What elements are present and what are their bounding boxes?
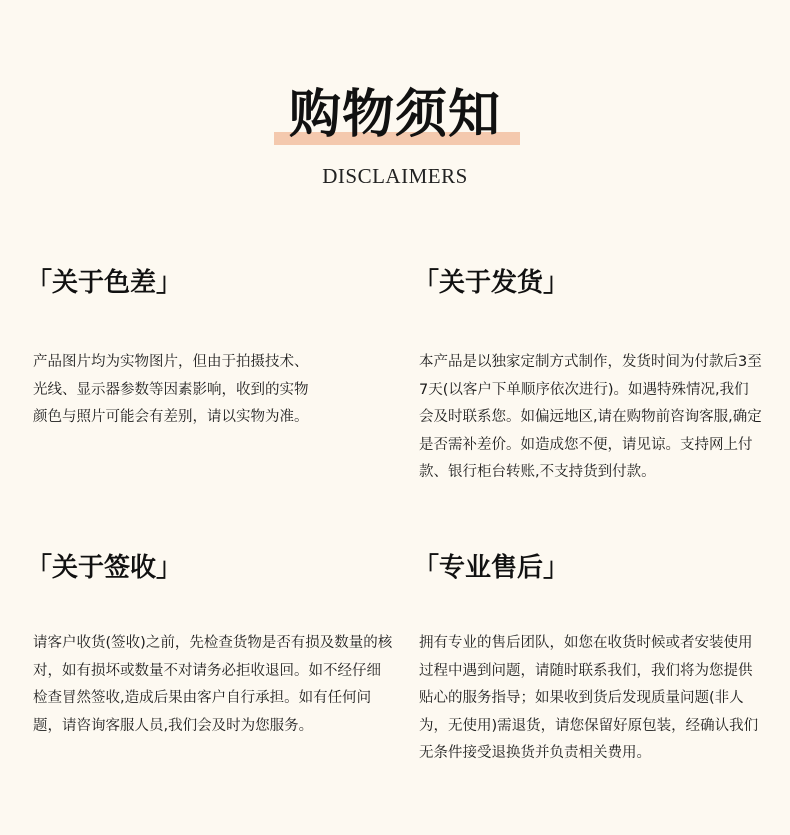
section-after-sales xyxy=(413,550,771,768)
section-body-color-difference: 产品图片均为实物图片，但由于拍摄技术、光线、显示器参数等因素影响，收到的实物颜色与照片可能会有差别，请以实物为准。 xyxy=(33,354,309,425)
page-header xyxy=(0,82,790,148)
section-color-difference xyxy=(26,265,316,432)
section-heading-color-difference: 「关于色差」 xyxy=(26,268,183,298)
section-body-shipping: 本产品是以独家定制方式制作，发货时间为付款后3至7天(以客户下单顺序依次进行)。如遇特殊情况,我们会及时联系您。如偏远地区,请在购物前咨询客服,确定是否需补差价。如造成您不便，请见谅。支持网上付款、银行柜台转账,不支持货到付款。 xyxy=(419,354,762,480)
section-shipping xyxy=(413,265,763,487)
section-receipt xyxy=(26,550,398,740)
section-heading-receipt: 「关于签收」 xyxy=(26,553,183,583)
page-title: 购物须知 xyxy=(288,84,501,145)
section-body-receipt: 请客户收货(签收)之前，先检查货物是否有损及数量的核对，如有损坏或数量不对请务必拒收退回。如不经仔细检查冒然签收,造成后果由客户自行承担。如有任何问题，请咨询客服人员,我们会及时为您服务。 xyxy=(33,635,393,734)
section-body-after-sales: 拥有专业的售后团队，如您在收货时候或者安装使用过程中遇到问题，请随时联系我们，我们将为您提供贴心的服务指导；如果收到货后发现质量问题(非人为，无使用)需退货，请您保留好原包装，经确认我们无条件接受退换货并负责相关费用。 xyxy=(419,635,759,761)
section-heading-after-sales: 「专业售后」 xyxy=(413,553,570,583)
section-heading-shipping: 「关于发货」 xyxy=(413,268,570,298)
page-subtitle: DISCLAIMERS xyxy=(322,164,468,188)
